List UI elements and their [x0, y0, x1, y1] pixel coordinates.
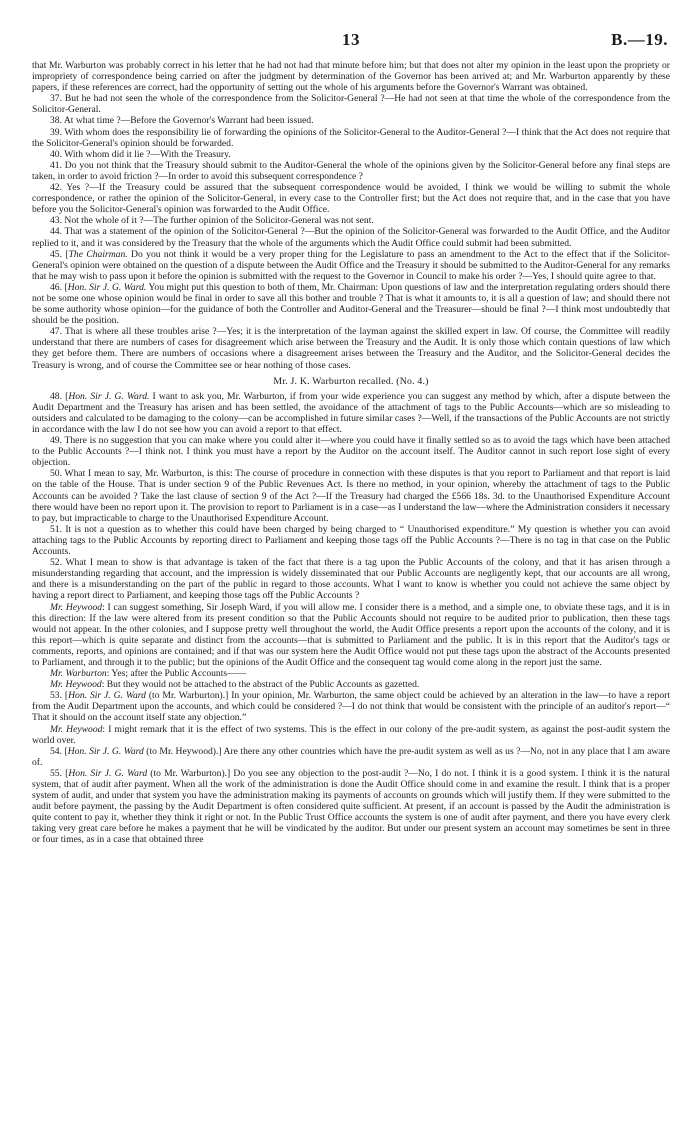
paragraph-body: (to Mr. Warburton).] Do you see any objection to the post-audit ?—No, I do not. I think it is a good system. I think it is the natural system, that of audit after payment. When all the work of the administration is done the Audit Office should come in and examine the result. I think that is a proper system of audit, and under that system you have the administration making its payments of accounts on grounds which will justify them. If they were submitted to the audit before payment, the passing by the Audit Department is often considered quite sufficient. At present, if an account is passed by the Audit the administration is quite content to pay it, whether they think it right or not. In the Public Trust Office accounts the system is one of audit after payment, and there you have every clerk taking very great care before he makes a payment that he will be vindicated by the auditor. But under our present system an account may sometimes be sent in three or four times, as in a case that obtained three — [32, 767, 670, 846]
paragraph-body: : I can suggest something, Sir Joseph Ward, if you will allow me. I consider there is a method, and a simple one, to obviate these tags, and it is in this direction: If the law were altered from its present condition so that the Public Accounts should not require to be audited prior to publication, then these tags would not appear. In the other colonies, and I suppose pretty well throughout the world, the Audit Office presents a report upon the accounts of the colony, and it is this report—which is quite separate and distinct from the accounts—that is submitted to Parliament and the public. It is in this report that the Auditor's tags or comments, reports, and opinions are contained; and if that was our system here the Audit Office would not put these tags upon the abstract of the Accounts presented to Parliament, and through it to the public; but the opinions of the Audit Office and the consequent tag would come along in the report just the same. — [32, 601, 670, 668]
speaker-name: Mr. Heywood — [50, 601, 103, 613]
speaker-bracket: [ — [65, 248, 69, 260]
paragraph — [32, 215, 670, 226]
paragraph — [32, 668, 670, 679]
body-text — [32, 60, 670, 846]
paragraph-lead: 46. — [50, 281, 65, 293]
paragraph-body: You might put this question to both of them, Mr. Chairman: Upon questions of law and the interpretation regulating orders should there not be some one whose opinion would be final in order to save all this bother and trouble ? That is what it amounts to, it is all a question of law; and should there not be some authority whose opinion—for the guidance of both the Controller and Auditor-General and the Treasurer—should be final ?—I think most undoubtedly that should be the position. — [32, 281, 670, 327]
paragraph-text: 44. That was a statement of the opinion of the Solicitor-General ?—But the opinion of the Solicitor-General was forwarded to the Audit Office, and the Auditor replied to it, and it was considered by the Treasury that the whole of the arguments which the Audit Office could submit had been submitted. — [32, 226, 670, 249]
paragraph — [32, 602, 670, 669]
paragraph — [32, 435, 670, 468]
paragraph-text: 52. What I mean to show is that advantage is taken of the fact that there is a tag upon the Public Accounts of the colony, and that it has arisen through a misunderstanding regarding that account, and the impression is widely disseminated that our Public Accounts are negligently kept, that our accounts are all wrong, and there is a misunderstanding on the part of the public in regard to those accounts. What I want to know is whether you could not achieve the same object by having a report direct to Parliament, and keeping those tags off the Public Accounts ? — [32, 557, 670, 602]
paragraph — [32, 115, 670, 126]
paragraph-lead: 45. — [50, 248, 66, 260]
paragraph — [32, 468, 670, 523]
speaker-name: Mr. Heywood — [50, 723, 103, 735]
paragraph-text: 38. At what time ?—Before the Governor's Warrant had been issued. — [50, 115, 314, 127]
paragraph — [32, 160, 670, 182]
speaker-bracket: [ — [64, 690, 69, 702]
paragraph — [32, 391, 670, 435]
speaker-bracket: [ — [64, 281, 68, 293]
minutes-block-second — [32, 391, 670, 846]
paragraph — [32, 282, 670, 326]
paragraph — [32, 60, 670, 93]
paragraph — [32, 149, 670, 160]
paragraph-text: 43. Not the whole of it ?—The further opinion of the Solicitor-General was not sent. — [50, 215, 374, 227]
paragraph — [32, 93, 670, 115]
paragraph-text: 42. Yes ?—If the Treasury could be assured that the subsequent correspondence would be avoided, I think we would be willing to submit the whole correspondence, or rather the opinion of the Solicitor-General, in every case to the Controller first; but the Act does not require that, and in the case that you have before you the Solicitor-General's opinion was forwarded to the Audit Office. — [32, 182, 670, 216]
speaker-name: Mr. Heywood — [50, 679, 102, 691]
speaker-name: Hon. Sir J. G. Ward — [68, 690, 146, 702]
paragraph — [32, 768, 670, 846]
paragraph-text: 49. There is no suggestion that you can make where you could alter it—where you could have it finally settled so as to avoid the tags which have been attached to the Public Accounts ?—I think not. I think you must have a report by the Auditor on the account itself. The Auditor cannot in such report lose sight of every objection. — [32, 435, 670, 469]
paragraph-text: 51. It is not a question as to whether this could have been charged by being charged to “ Unauthorised expenditure.” My question is whether you can avoid attaching tags to the Public Accounts by reporting direct to Parliament and keeping those tags off the Public Accounts ?—There is no tag in that case on the Public Accounts. — [32, 523, 670, 558]
minutes-block-first — [32, 60, 670, 371]
speaker-name: Hon. Sir J. G. Ward. — [67, 281, 147, 293]
document-reference: B.—19. — [611, 30, 668, 49]
paragraph-text: 47. That is where all these troubles arise ?—Yes; it is the interpretation of the layman against the skilled expert in law. Of course, the Committee will readily understand that there are numbers of cases for disagreement which arise between the Treasury and the Audit. It is only those which contain questions of law which they get before them. There are numbers of occasions where a disagreement arises between the Treasury and the Auditor, and the Solicitor-General decides the Treasury is wrong, and of course the Committee see or hear nothing of those cases. — [32, 326, 670, 371]
paragraph-text: that Mr. Warburton was probably correct in his letter that he had not had that minute before him; but that does not alter my opinion in the least upon the propriety or impropriety of correspondence being carried on after the judgment by determination of the Governor has been arrived at; and Mr. Warburton apparently by these papers, if these references are correct, had the opportunity of setting out the whole of his arguments before the Governor's Warrant was obtained. — [32, 60, 670, 94]
paragraph — [32, 557, 670, 601]
paragraph-body: I want to ask you, Mr. Warburton, if from your wide experience you can suggest any method by which, after a dispute between the Audit Department and the Treasury has arisen and has been settled, the avoidance of the attachment of tags to the Public Accounts—which are so misleading to outsiders and calculated to be damaging to the colony—can be accomplished in future similar cases ?—Well, if the transactions of the Public Accounts are not strictly in accordance with the law I do not see how you can avoid a report to that effect. — [32, 390, 670, 435]
paragraph — [32, 182, 670, 215]
speaker-name: Hon. Sir J. G. Ward. — [68, 390, 150, 402]
paragraph-body: (to Mr. Warburton).] In your opinion, Mr. Warburton, the same object could be achieved by an alteration in the law—to have a report from the Audit Department upon the accounts, and which could be considered ?—I do not think that would be consistent with the principle of an auditor's report—“ That it should on the account itself state any objection.” — [32, 690, 670, 724]
speaker-bracket: [ — [64, 745, 68, 757]
speaker-name: Hon. Sir J. G. Ward — [68, 767, 148, 779]
paragraph — [32, 127, 670, 149]
paragraph-body: : I might remark that it is the effect of two systems. This is the effect in our colony of the pre-audit system, as against the post-audit system the world over. — [32, 723, 670, 746]
paragraph-body: Do you not think it would be a very proper thing for the Legislature to pass an amendment to the Act to the effect that if the Solicitor-General's opinion were obtained on the question of a dispute between the Audit Office and the Treasury it should be submitted to the Auditor-General for any remarks that he may wish to pass upon it before the opinion is submitted with the request to the Governor in Council to make his order ?—Yes, I should quite agree to that. — [32, 248, 671, 282]
paragraph-lead: 48. — [50, 390, 66, 402]
paragraph — [32, 249, 670, 282]
paragraph-lead: 55. — [50, 767, 66, 779]
speaker-name: Hon. Sir J. G. Ward — [67, 745, 144, 757]
paragraph — [32, 679, 670, 690]
paragraph — [32, 746, 670, 768]
section-heading: Mr. J. K. Warburton recalled. (No. 4.) — [273, 375, 429, 387]
paragraph — [32, 326, 670, 370]
paragraph-text: 40. With whom did it lie ?—With the Treasury. — [50, 148, 231, 160]
paragraph-lead: 53. — [50, 690, 65, 702]
paragraph — [32, 724, 670, 746]
speaker-bracket: [ — [65, 767, 69, 779]
page-header — [32, 30, 670, 60]
paragraph — [32, 524, 670, 557]
paragraph-body: : Yes; after the Public Accounts—— — [106, 668, 247, 680]
paragraph — [32, 226, 670, 248]
page-number: 13 — [342, 30, 360, 49]
paragraph — [32, 690, 670, 723]
paragraph-text: 50. What I mean to say, Mr. Warburton, is this: The course of procedure in connection with these disputes is that you report to Parliament and that report is laid on the table of the House. That is under section 9 of the Public Revenues Act. Is there no method, in your opinion, whereby the attachment of tags to the Public Accounts can be avoided ? Take the last clause of section 9 of the Act ?—If the Treasury had charged the £566 18s. 3d. to the Unauthorised Expenditure Account there would have been no report upon it. The provision to report to Parliament is in a case—as I understand the law—where the Administration considers it necessary to pay, but impracticable to charge to the Unauthorised Expenditure Account. — [32, 468, 670, 524]
paragraph-body: : But they would not be attached to the abstract of the Public Accounts as gazetted. — [101, 679, 420, 691]
paragraph-text: 41. Do you not think that the Treasury should submit to the Auditor-General the whole of the opinions given by the Solicitor-General before any final steps are taken, in order to avoid friction ?—In order to avoid this subsequent correspondence ? — [32, 159, 670, 182]
paragraph-text: 37. But he had not seen the whole of the correspondence from the Solicitor-General ?—He had not seen at that time the whole of the correspondence from the Solicitor-General. — [32, 93, 670, 116]
speaker-name: The Chairman. — [68, 248, 128, 260]
speaker-bracket: [ — [65, 390, 69, 402]
paragraph-text: 39. With whom does the responsibility lie of forwarding the opinions of the Solicitor-General to the Auditor-General ?—I think that the Act does not require that the Solicitor-General's opinion should be forwarded. — [32, 126, 670, 149]
speaker-name: Mr. Warburton — [50, 668, 107, 680]
paragraph-lead: 54. — [50, 745, 65, 757]
paragraph-body: (to Mr. Heywood).] Are there any other countries which have the pre-audit system as well as us ?—No, not in any place that I am aware of. — [32, 745, 671, 768]
